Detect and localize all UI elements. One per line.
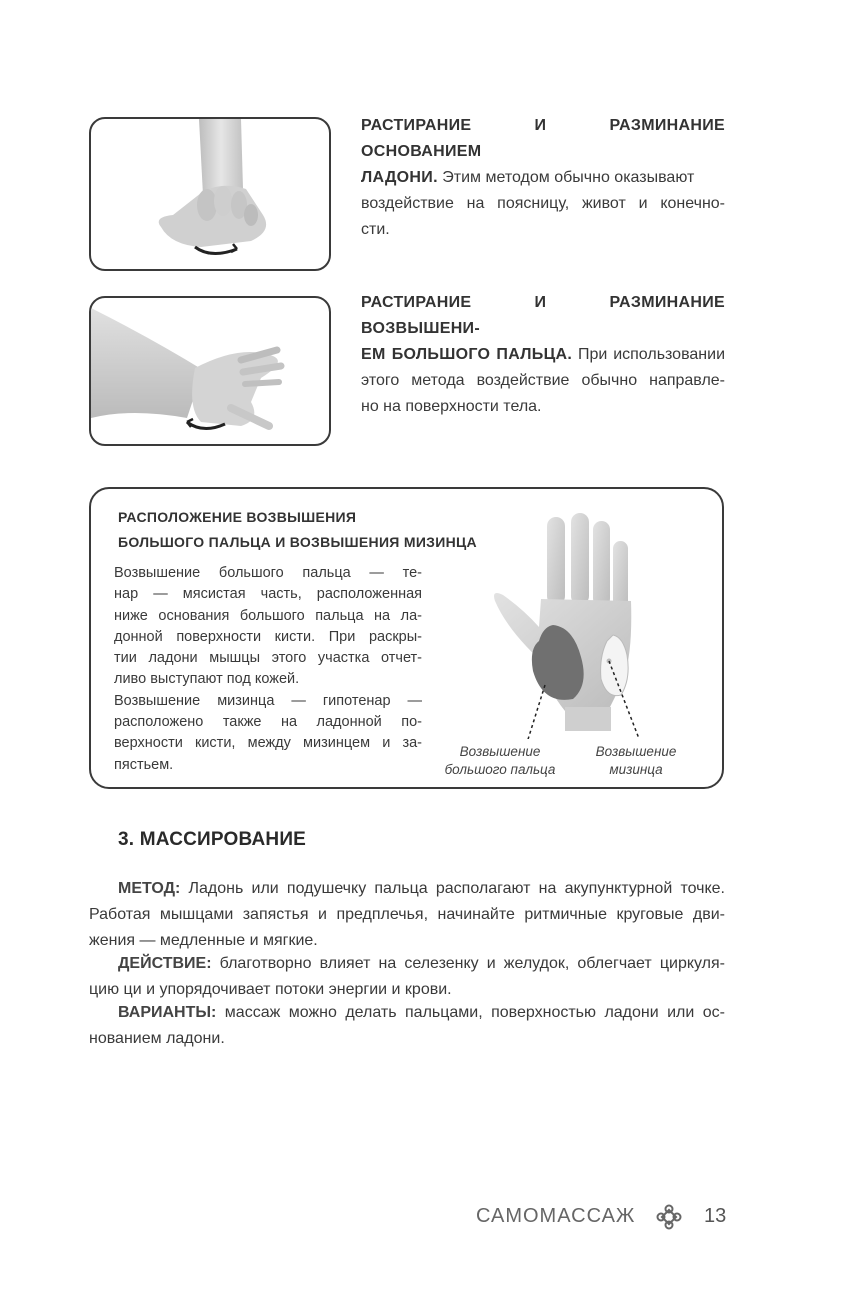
- technique-heading: РАСТИРАНИЕ И РАЗМИНАНИЕ ОСНОВАНИЕМ: [361, 117, 725, 160]
- hypothenar-description: [114, 691, 422, 776]
- text-line: нованием ладони.: [89, 1030, 225, 1047]
- text-line: Возвышение мизинца — гипотенар —: [114, 692, 422, 709]
- info-box-thenar-hypothenar: [89, 487, 724, 789]
- text-line: ниже основания большого пальца на ла-: [114, 607, 422, 624]
- hand-press-illustration: [91, 119, 329, 269]
- method-label: МЕТОД:: [118, 880, 181, 897]
- thenar-description: [114, 563, 422, 691]
- caption-thenar: [434, 743, 566, 779]
- technique-text: При использовании: [572, 346, 726, 363]
- info-box-title: [118, 505, 538, 555]
- text-line: нар — мясистая часть, расположенная: [114, 586, 422, 603]
- text-line: донной поверхности кисти. При раскры-: [114, 628, 422, 645]
- endless-knot-icon: [656, 1204, 682, 1230]
- technique-text: этого метода воздействие обычно направле-: [361, 372, 725, 389]
- text-line: пястьем.: [114, 756, 174, 773]
- technique-text: воздействие на поясницу, живот и конечно-: [361, 195, 725, 212]
- photo-thenar-rubbing: [89, 296, 331, 446]
- text-line: Работая мышцами запястья и предплечья, начинайте ритмичные круговые дви-: [89, 906, 725, 923]
- action-paragraph: [89, 951, 725, 1003]
- caption-line: Возвышение: [595, 744, 677, 759]
- photo-palm-base-rubbing: [89, 117, 331, 271]
- text-line: тии ладони мышцы этого участка отчет-: [114, 650, 422, 667]
- text-line: жения — медленные и мягкие.: [89, 932, 318, 949]
- text-line: верхности кисти, между мизинцем и за-: [114, 735, 422, 752]
- text-line: массаж можно делать пальцами, поверхностью ладони или ос-: [216, 1004, 725, 1021]
- thenar-pointer-line: [525, 685, 545, 739]
- technique-text: Этим методом обычно оказывают: [437, 169, 695, 186]
- page-number: 13: [704, 1205, 727, 1227]
- caption-hypothenar: [581, 743, 691, 779]
- technique-palm-base: [361, 113, 725, 243]
- text-line: расположено также на ладонной по-: [114, 714, 422, 731]
- text-line: Возвышение большого пальца — те-: [114, 565, 422, 581]
- caption-line: Возвышение: [459, 744, 541, 759]
- technique-text: сти.: [361, 221, 390, 238]
- variants-paragraph: [89, 1000, 725, 1052]
- info-box-text: [114, 563, 422, 776]
- technique-heading: РАСТИРАНИЕ И РАЗМИНАНИЕ ВОЗВЫШЕНИ-: [361, 294, 725, 337]
- section-title: 3. МАССИРОВАНИЕ: [118, 829, 307, 850]
- hand-thenar-illustration: [91, 298, 329, 444]
- text-line: благотворно влияет на селезенку и желудок, облегчает циркуля-: [211, 955, 725, 972]
- technique-text: но на поверхности тела.: [361, 398, 542, 415]
- caption-line: большого пальца: [444, 762, 556, 777]
- caption-line: мизинца: [609, 762, 663, 777]
- technique-heading: ЛАДОНИ.: [361, 169, 438, 186]
- method-paragraph: [89, 876, 725, 954]
- palm-diagram: [481, 509, 651, 739]
- info-title-line: БОЛЬШОГО ПАЛЬЦА И ВОЗВЫШЕНИЯ МИЗИНЦА: [118, 534, 477, 550]
- info-title-line: РАСПОЛОЖЕНИЕ ВОЗВЫШЕНИЯ: [118, 509, 357, 525]
- technique-heading: ЕМ БОЛЬШОГО ПАЛЬЦА.: [361, 346, 573, 363]
- variants-label: ВАРИАНТЫ:: [118, 1004, 217, 1021]
- text-line: ливо выступают под кожей.: [114, 671, 300, 688]
- text-line: Ладонь или подушечку пальца располагают на акупунктурной точке.: [180, 880, 725, 897]
- text-line: цию ци и упорядочивает потоки энергии и крови.: [89, 981, 452, 998]
- running-footer-title: САМОМАССАЖ: [476, 1205, 636, 1227]
- action-label: ДЕЙСТВИЕ:: [118, 955, 212, 972]
- technique-thenar: [361, 290, 725, 420]
